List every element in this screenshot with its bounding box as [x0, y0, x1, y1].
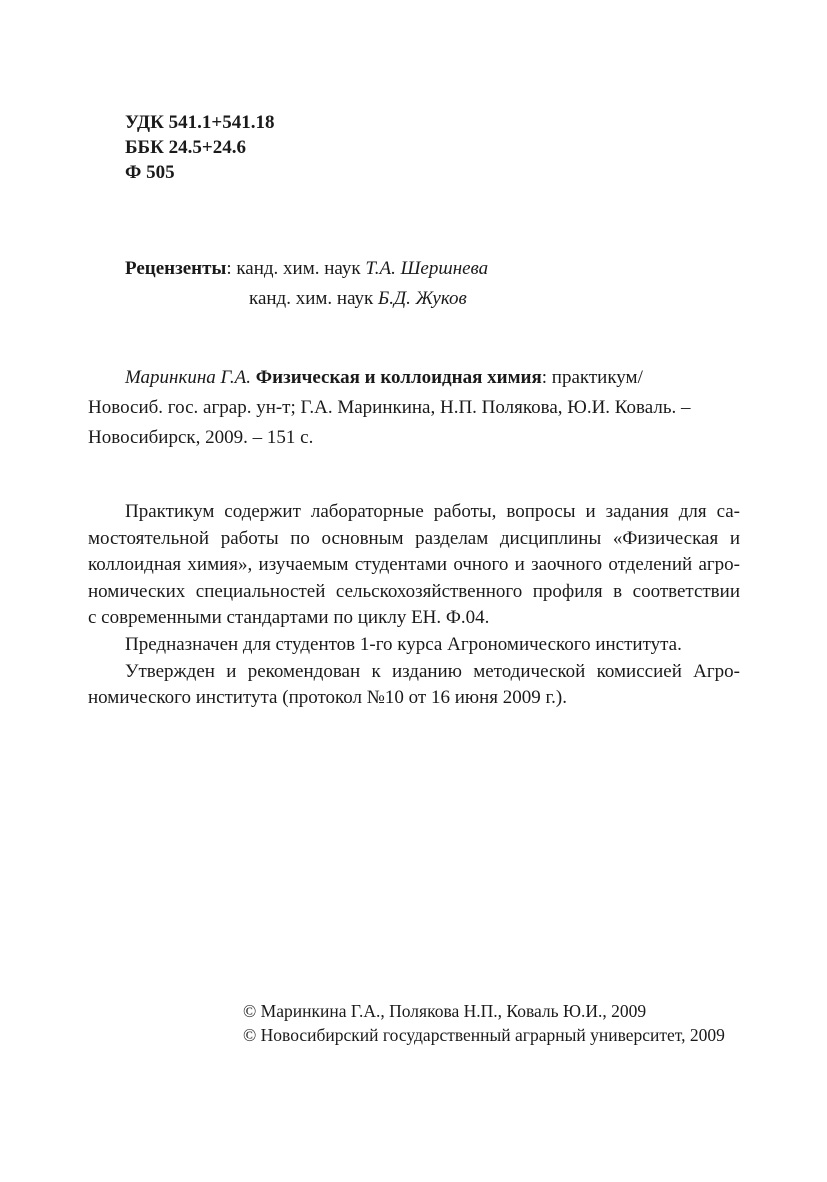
bibliographic-citation — [88, 363, 740, 453]
abstract-line: Утвержден и рекомендован к изданию методической комиссией Агро- — [125, 660, 740, 682]
abstract-line: номического института (протокол №10 от 16 июня 2009 г.). — [88, 687, 567, 709]
bbk-code: ББК 24.5+24.6 — [125, 137, 246, 158]
citation-line: Новосибирск, 2009. – 151 с. — [88, 427, 314, 448]
udk-code: УДК 541.1+541.18 — [125, 112, 275, 133]
reviewer-name: Б.Д. Жуков — [378, 288, 467, 309]
abstract-line: Практикум содержит лабораторные работы, вопросы и задания для са- — [125, 501, 740, 522]
citation-line — [88, 363, 740, 393]
abstract — [88, 499, 740, 712]
reviewer-degree: канд. хим. наук — [249, 288, 374, 309]
author-mark: Ф 505 — [125, 162, 175, 183]
reviewer-degree: канд. хим. наук — [236, 258, 361, 279]
abstract-line: мостоятельной работы по основным разделам дисциплины «Физическая и — [88, 527, 740, 549]
reviewer-name: Т.А. Шершнева — [365, 258, 489, 279]
abstract-line: с современными стандартами по циклу ЕН. Ф.04. — [88, 607, 490, 629]
reviewers-separator: : — [226, 258, 232, 279]
copyright-university: © Новосибирский государственный аграрный университет, 2009 — [243, 1025, 725, 1045]
reviewer-row — [125, 284, 488, 314]
copyright-authors: © Маринкина Г.А., Полякова Н.П., Коваль Ю.И., 2009 — [243, 1001, 647, 1021]
classification-codes — [125, 110, 274, 185]
abstract-line: номических специальностей сельскохозяйственного профиля в соответствии — [88, 580, 740, 602]
citation-author: Маринкина Г.А. — [125, 367, 252, 388]
abstract-purpose: Предназначен для студентов 1-го курса Агрономического института. — [125, 633, 682, 655]
citation-line: Новосиб. гос. аграр. ун-т; Г.А. Маринкина, Н.П. Полякова, Ю.И. Коваль. – — [88, 397, 691, 418]
reviewers-label: Рецензенты — [125, 258, 227, 279]
citation-type: : практикум/ — [541, 367, 643, 388]
copyright-block — [243, 999, 725, 1047]
reviewer-row — [125, 254, 488, 284]
abstract-line: коллоидная химия», изучаемым студентами очного и заочного отделений агро- — [88, 554, 740, 576]
citation-title: Физическая и коллоидная химия — [255, 367, 542, 388]
reviewers-block — [125, 254, 488, 314]
